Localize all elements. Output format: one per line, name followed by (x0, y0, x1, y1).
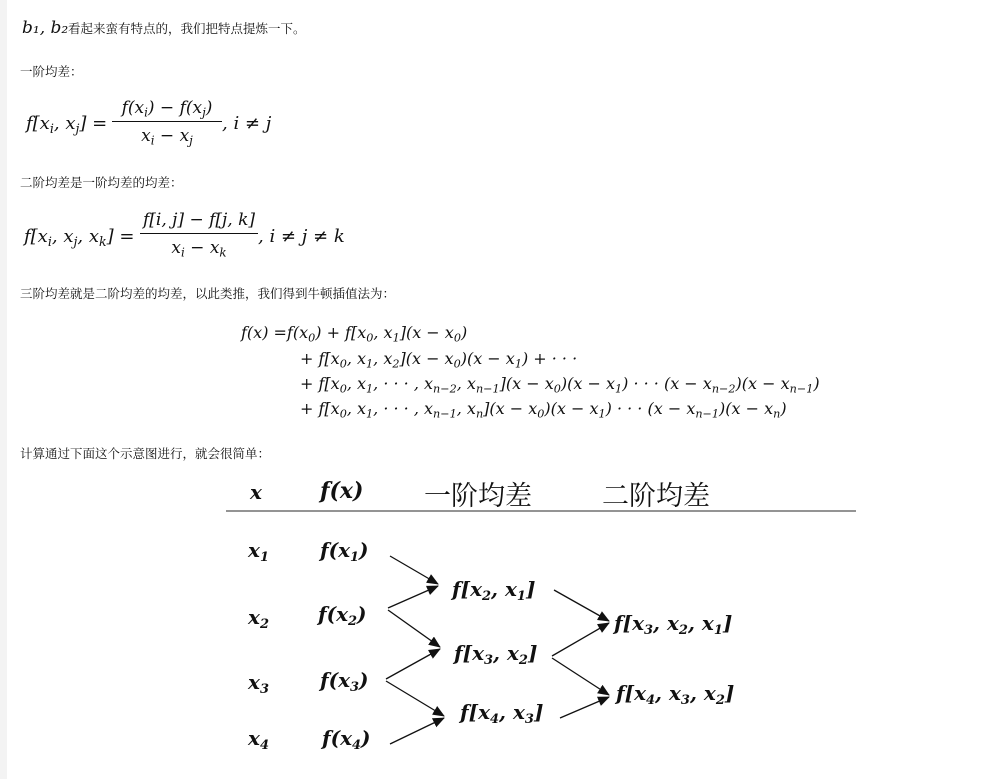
newton-line-1: $f(x) =f(x_0) + f[x_0$, $x_1](x - x_0)$ (241, 323, 468, 345)
arrow-f3-to-d32 (386, 649, 440, 679)
newton-line-4: + $f[x_0$, $x_1$, · · · , $x_{n-1}$, $x_n](x - x_0)(x - x_1)$ · · · $(x - x_{n-1})(x - x_n)$ (300, 399, 787, 421)
header-second-order: 二阶均差 (602, 481, 710, 512)
fx1-value: $f(x_1)$ (320, 538, 369, 565)
arrow-f1-to-d21 (390, 556, 438, 584)
first-order-label: 一阶均差： (20, 64, 83, 79)
header-first-order: 一阶均差 (424, 481, 532, 512)
arrow-f3-to-d43 (386, 681, 444, 716)
x4-label: $x_4$ (248, 726, 269, 753)
arrow-d32-to-s432 (552, 658, 609, 695)
arrow-f2-to-d32 (388, 610, 440, 647)
fx2-value: $f(x_2)$ (318, 602, 367, 629)
compute-label: 计算通过下面这个示意图进行，就会很简单： (20, 446, 271, 461)
first-order-d43: $f[x_4$, $x_3$] (460, 700, 544, 727)
arrow-d32-to-s321 (552, 623, 609, 656)
second-order-fraction (140, 210, 258, 258)
first-order-denominator: $x_i - x_j$ (141, 126, 193, 148)
first-order-lhs: $f[x_i$, $x_j$] = (26, 113, 108, 136)
second-order-s321: $f[x_3$, $x_2$, $x_1$] (614, 611, 733, 638)
arrow-d43-to-s432 (560, 697, 609, 718)
arrow-f4-to-d43 (390, 718, 444, 744)
header-fx: f(x) (320, 478, 364, 504)
x1-label: $x_1$ (248, 538, 269, 565)
fraction-bar (112, 121, 222, 122)
fx4-value: $f(x_4)$ (322, 726, 371, 753)
arrow-d21-to-s321 (554, 590, 609, 621)
intro-vars: b₁, b₂ (22, 18, 69, 38)
fx3-value: $f(x_3)$ (320, 668, 369, 695)
second-order-lhs: $f[x_i$, $x_j$, $x_k$] = (24, 226, 135, 249)
divided-difference-diagram (226, 470, 858, 770)
newton-line-3: + $f[x_0$, $x_1$, · · · , $x_{n-2}$, $x_{n-1}](x - x_0)(x - x_1)$ · · · $(x - x_{n-2})(x - x_{n-1})$ (300, 374, 820, 396)
third-order-label: 三阶均差就是二阶均差的均差，以此类推，我们得到牛顿插值法为： (20, 286, 396, 301)
fraction-bar (140, 233, 258, 234)
page-left-border (0, 0, 7, 779)
second-order-condition: , i ≠ j ≠ k (258, 226, 345, 247)
first-order-fraction (112, 98, 222, 146)
first-order-condition: , i ≠ j (222, 113, 272, 134)
x2-label: $x_2$ (248, 605, 269, 632)
newton-line-2: + $f[x_0$, $x_1$, $x_2](x - x_0)(x - x_1)$ + · · · (300, 349, 578, 371)
header-x: x (250, 480, 262, 504)
first-order-numerator: $f(x_i) - f(x_j)$ (121, 98, 213, 120)
first-order-d32: $f[x_3$, $x_2$] (454, 641, 538, 668)
second-order-denominator: $x_i - x_k$ (171, 238, 227, 260)
second-order-s432: $f[x_4$, $x_3$, $x_2$] (616, 681, 735, 708)
x3-label: $x_3$ (248, 670, 269, 697)
intro-text: 看起来蛮有特点的，我们把特点提炼一下。 (68, 21, 306, 36)
second-order-label: 二阶均差是一阶均差的均差： (20, 175, 183, 190)
first-order-d21: $f[x_2$, $x_1$] (452, 577, 536, 604)
second-order-numerator: f[i, j] − f[j, k] (142, 210, 256, 230)
arrow-f2-to-d21 (388, 586, 438, 608)
